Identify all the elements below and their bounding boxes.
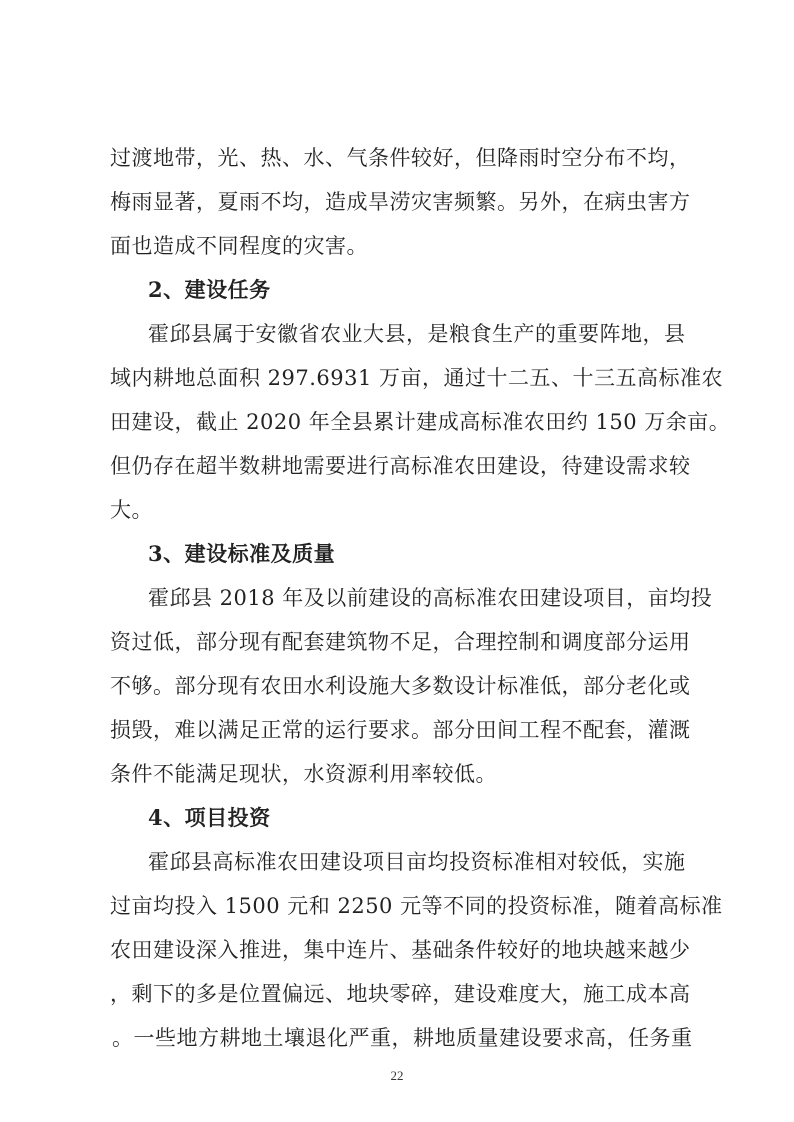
paragraph-line: 霍邱县高标准农田建设项目亩均投资标准相对较低，实施 <box>148 850 686 874</box>
paragraph-line: 不够。部分现有农田水利设施大多数设计标准低，部分老化或 <box>110 674 691 698</box>
paragraph-line: 梅雨显著，夏雨不均，造成旱涝灾害频繁。另外，在病虫害方 <box>110 190 691 214</box>
paragraph-line: 霍邱县属于安徽省农业大县，是粮食生产的重要阵地，县 <box>148 322 686 346</box>
paragraph-line: 资过低，部分现有配套建筑物不足，合理控制和调度部分运用 <box>110 630 691 654</box>
paragraph-line: 农田建设深入推进，集中连片、基础条件较好的地块越来越少 <box>110 938 691 962</box>
section-heading-4: 4、项目投资 <box>148 805 271 830</box>
paragraph-line: 域内耕地总面积 297.6931 万亩，通过十二五、十三五高标准农 <box>110 366 724 390</box>
paragraph-line: 损毁，难以满足正常的运行要求。部分田间工程不配套，灌溉 <box>110 718 691 742</box>
paragraph-line: 过亩均投入 1500 元和 2250 元等不同的投资标准，随着高标准 <box>110 894 723 918</box>
paragraph-line: 条件不能满足现状，水资源利用率较低。 <box>110 762 497 786</box>
paragraph-line: 过渡地带，光、热、水、气条件较好，但降雨时空分布不均， <box>110 146 691 170</box>
paragraph-line: 但仍存在超半数耕地需要进行高标准农田建设，待建设需求较 <box>110 454 691 478</box>
paragraph-line: 田建设，截止 2020 年全县累计建成高标准农田约 150 万余亩。 <box>110 410 731 434</box>
section-heading-2: 2、建设任务 <box>148 277 271 302</box>
section-heading-3: 3、建设标准及质量 <box>148 541 336 566</box>
paragraph-line: 霍邱县 2018 年及以前建设的高标准农田建设项目，亩均投 <box>148 586 713 610</box>
paragraph-line: 。一些地方耕地土壤退化严重，耕地质量建设要求高，任务重 <box>112 1026 693 1050</box>
paragraph-line: 大。 <box>110 498 153 522</box>
paragraph-line: 面也造成不同程度的灾害。 <box>110 234 368 258</box>
paragraph-line: ，剩下的多是位置偏远、地块零碎，建设难度大，施工成本高 <box>110 982 691 1006</box>
page-number: 22 <box>390 1068 404 1083</box>
